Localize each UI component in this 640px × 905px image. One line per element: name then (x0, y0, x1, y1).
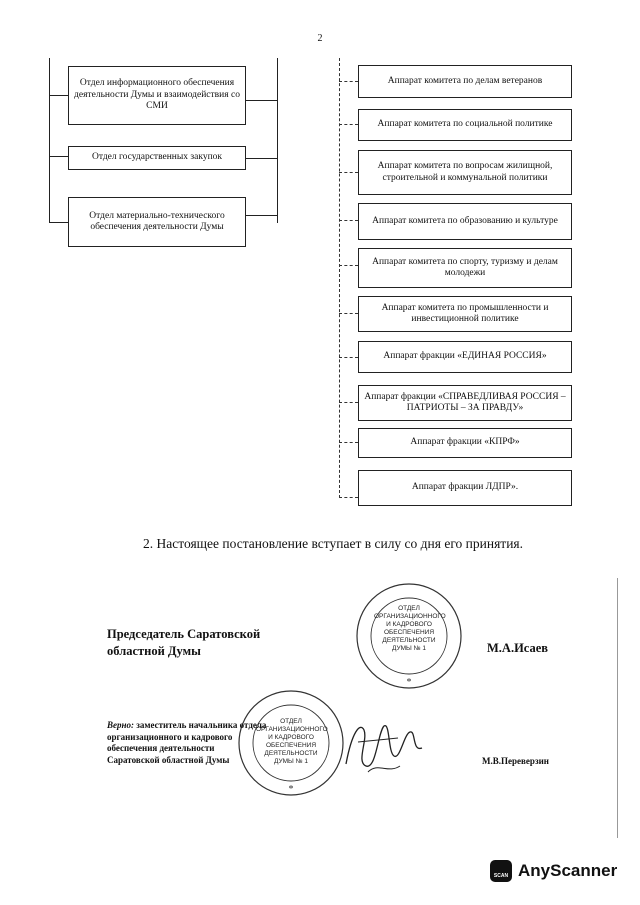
left-right-connector-2 (246, 158, 277, 159)
right-dashed-connector-3 (339, 172, 358, 173)
scan-logo-icon: SCAN (490, 860, 512, 882)
stamp-line: ОТДЕЛ (398, 605, 420, 612)
verification-block (107, 720, 266, 766)
box-education-committee: Аппарат комитета по образованию и культуре (358, 203, 572, 240)
svg-text:*: * (288, 784, 294, 795)
box-faction-united-russia: Аппарат фракции «ЕДИНАЯ РОССИЯ» (358, 341, 572, 373)
stamp-line: ДЕЯТЕЛЬНОСТИ (382, 637, 436, 644)
left-right-connector-1 (246, 100, 277, 101)
box-veterans-committee: Аппарат комитета по делам ветеранов (358, 65, 572, 98)
right-dashed-connector-7 (339, 357, 358, 358)
stamp-line: И КАДРОВОГО (268, 734, 314, 741)
stamp-line: ОРГАНИЗАЦИОННОГО (374, 613, 446, 620)
chairman-title-block (107, 626, 260, 660)
stamp-line: И КАДРОВОГО (386, 621, 432, 628)
chairman-title-line: Председатель Саратовской (107, 627, 261, 641)
box-housing-committee: Аппарат комитета по вопросам жилищной, строительной и коммунальной политики (358, 150, 572, 195)
stamp-line: ОБЕСПЕЧЕНИЯ (383, 629, 435, 636)
stamp-line: ДЕЯТЕЛЬНОСТИ (264, 750, 318, 757)
anyscanner-watermark (490, 860, 617, 882)
left-connector-3 (49, 222, 68, 223)
left-connector-2 (49, 156, 68, 157)
stamp-line: ОТДЕЛ (280, 718, 302, 725)
box-faction-just-russia: Аппарат фракции «СПРАВЕДЛИВАЯ РОССИЯ – ПАТРИОТЫ – ЗА ПРАВДУ» (358, 385, 572, 421)
box-sport-committee: Аппарат комитета по спорту, туризму и делам молодежи (358, 248, 572, 288)
verification-label: Верно: (107, 720, 134, 730)
right-dashed-connector-6 (339, 313, 358, 314)
verification-line: Саратовской областной Думы (107, 754, 230, 765)
box-info-department: Отдел информационного обеспечения деятельности Думы и взаимодействия со СМИ (68, 66, 246, 125)
right-dashed-connector-9 (339, 442, 358, 443)
effective-clause: 2. Настоящее постановление вступает в силу со дня его принятия. (143, 536, 524, 551)
stamp-line: ДУМЫ № 1 (274, 758, 308, 765)
right-dashed-connector-10 (339, 497, 358, 498)
left-right-connector-3 (246, 215, 277, 216)
stamp-line: ОРГАНИЗАЦИОННОГО (256, 726, 328, 733)
left-inner-vertical-line (277, 58, 278, 223)
right-dashed-connector-8 (339, 402, 358, 403)
verification-line: заместитель начальника отдела (136, 720, 267, 730)
right-dashed-connector-4 (339, 220, 358, 221)
box-logistics-department: Отдел материально-технического обеспечения деятельности Думы (68, 197, 246, 247)
box-industry-committee: Аппарат комитета по промышленности и инвестиционной политике (358, 296, 572, 332)
chairman-name: М.А.Исаев (487, 641, 549, 655)
right-dashed-connector-5 (339, 265, 358, 266)
box-procurement-department: Отдел государственных закупок (68, 146, 246, 170)
page-number: 2 (317, 33, 323, 44)
box-faction-kprf: Аппарат фракции «КПРФ» (358, 428, 572, 458)
handwritten-signature-icon (338, 712, 428, 782)
right-dashed-connector-2 (339, 124, 358, 125)
box-social-policy-committee: Аппарат комитета по социальной политике (358, 109, 572, 141)
verification-line: обеспечения деятельности (107, 743, 215, 753)
svg-text:*: * (406, 677, 412, 688)
verifier-name: М.В.Переверзин (482, 756, 549, 766)
chairman-title-line: областной Думы (107, 644, 201, 658)
left-connector-1 (49, 95, 68, 96)
stamp-line: ДУМЫ № 1 (392, 645, 426, 652)
left-outer-vertical-line (49, 58, 50, 223)
verification-line: организационного и кадрового (107, 731, 233, 742)
right-dashed-connector-1 (339, 81, 358, 82)
logo-text: AnyScanner (518, 861, 618, 880)
box-faction-ldpr: Аппарат фракции ЛДПР». (358, 470, 572, 506)
official-stamp-upper (354, 581, 464, 691)
stamp-line: ОБЕСПЕЧЕНИЯ (265, 742, 317, 749)
page-edge-line (617, 578, 618, 838)
